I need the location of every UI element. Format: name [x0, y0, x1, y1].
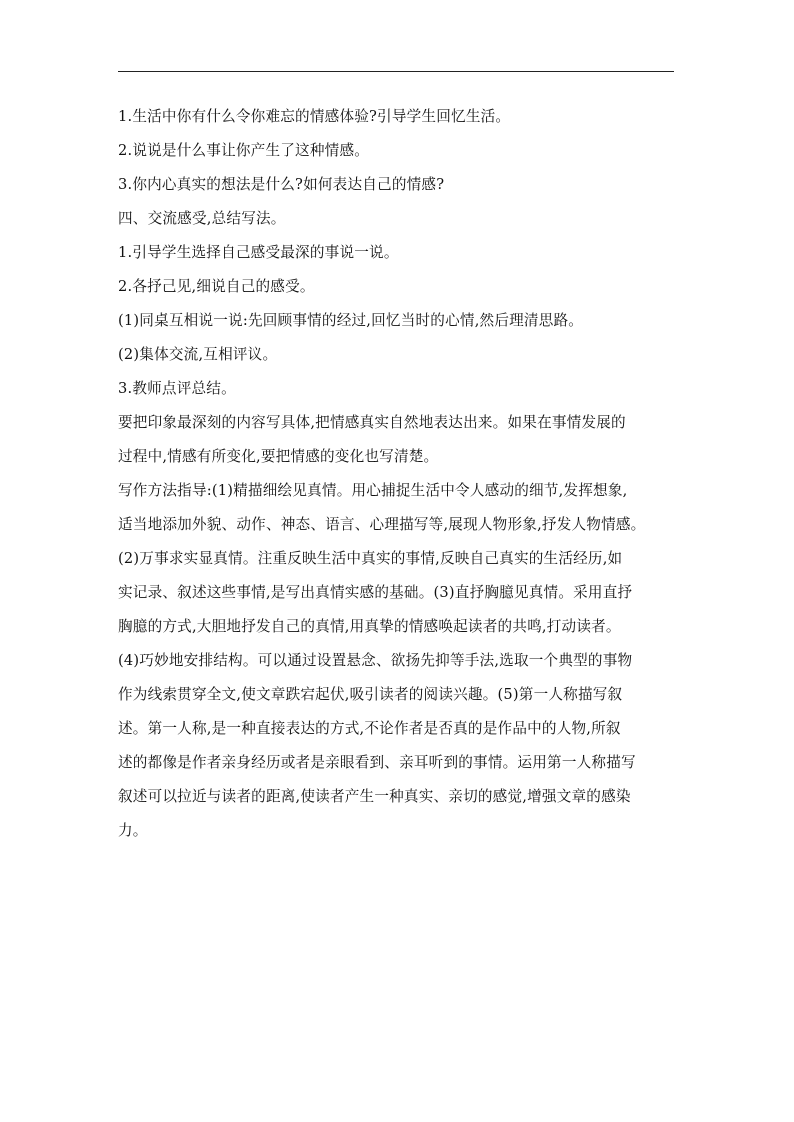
- text-line: 1.生活中你有什么令你难忘的情感体验?引导学生回忆生活。: [118, 108, 511, 125]
- section-heading: 四、交流感受,总结写法。: [118, 210, 286, 227]
- paragraph-line: 作为线索贯穿全文,使文章跌宕起伏,吸引读者的阅读兴趣。(5)第一人称描写叙: [118, 686, 623, 703]
- paragraph-line: 叙述可以拉近与读者的距离,使读者产生一种真实、亲切的感觉,增强文章的感染: [118, 788, 631, 805]
- text-line: 2.说说是什么事让你产生了这种情感。: [118, 142, 370, 159]
- paragraph-line: 要把印象最深刻的内容写具体,把情感真实自然地表达出来。如果在事情发展的: [118, 414, 626, 431]
- paragraph-line: 力。: [118, 822, 148, 839]
- paragraph-line: 过程中,情感有所变化,要把情感的变化也写清楚。: [118, 448, 439, 465]
- paragraph-line: 胸臆的方式,大胆地抒发自己的真情,用真挚的情感唤起读者的共鸣,打动读者。: [118, 618, 621, 635]
- paragraph-line: 适当地添加外貌、动作、神态、语言、心理描写等,展现人物形象,抒发人物情感。: [118, 516, 646, 533]
- paragraph-line: 述。第一人称,是一种直接表达的方式,不论作者是否真的是作品中的人物,所叙: [118, 720, 621, 737]
- paragraph-line: (2)万事求实显真情。注重反映生活中真实的事情,反映自己真实的生活经历,如: [118, 550, 623, 567]
- text-line: 3.你内心真实的想法是什么?如何表达自己的情感?: [118, 176, 445, 193]
- text-line: (2)集体交流,互相评议。: [118, 346, 278, 363]
- text-line: (1)同桌互相说一说:先回顾事情的经过,回忆当时的心情,然后理清思路。: [118, 312, 584, 329]
- paragraph-line: 实记录、叙述这些事情,是写出真情实感的基础。(3)直抒胸臆见真情。采用直抒: [118, 584, 633, 601]
- text-line: 2.各抒己见,细说自己的感受。: [118, 278, 315, 295]
- paragraph-line: 写作方法指导:(1)精描细绘见真情。用心捕捉生活中令人感动的细节,发挥想象,: [118, 482, 628, 499]
- text-line: 1.引导学生选择自己感受最深的事说一说。: [118, 244, 399, 261]
- document-body: [118, 103, 678, 851]
- header-rule: [118, 71, 674, 72]
- paragraph-line: (4)巧妙地安排结构。可以通过设置悬念、欲扬先抑等手法,选取一个典型的事物: [118, 652, 633, 669]
- paragraph-line: 述的都像是作者亲身经历或者是亲眼看到、亲耳听到的事情。运用第一人称描写: [118, 754, 636, 771]
- text-line: 3.教师点评总结。: [118, 380, 236, 397]
